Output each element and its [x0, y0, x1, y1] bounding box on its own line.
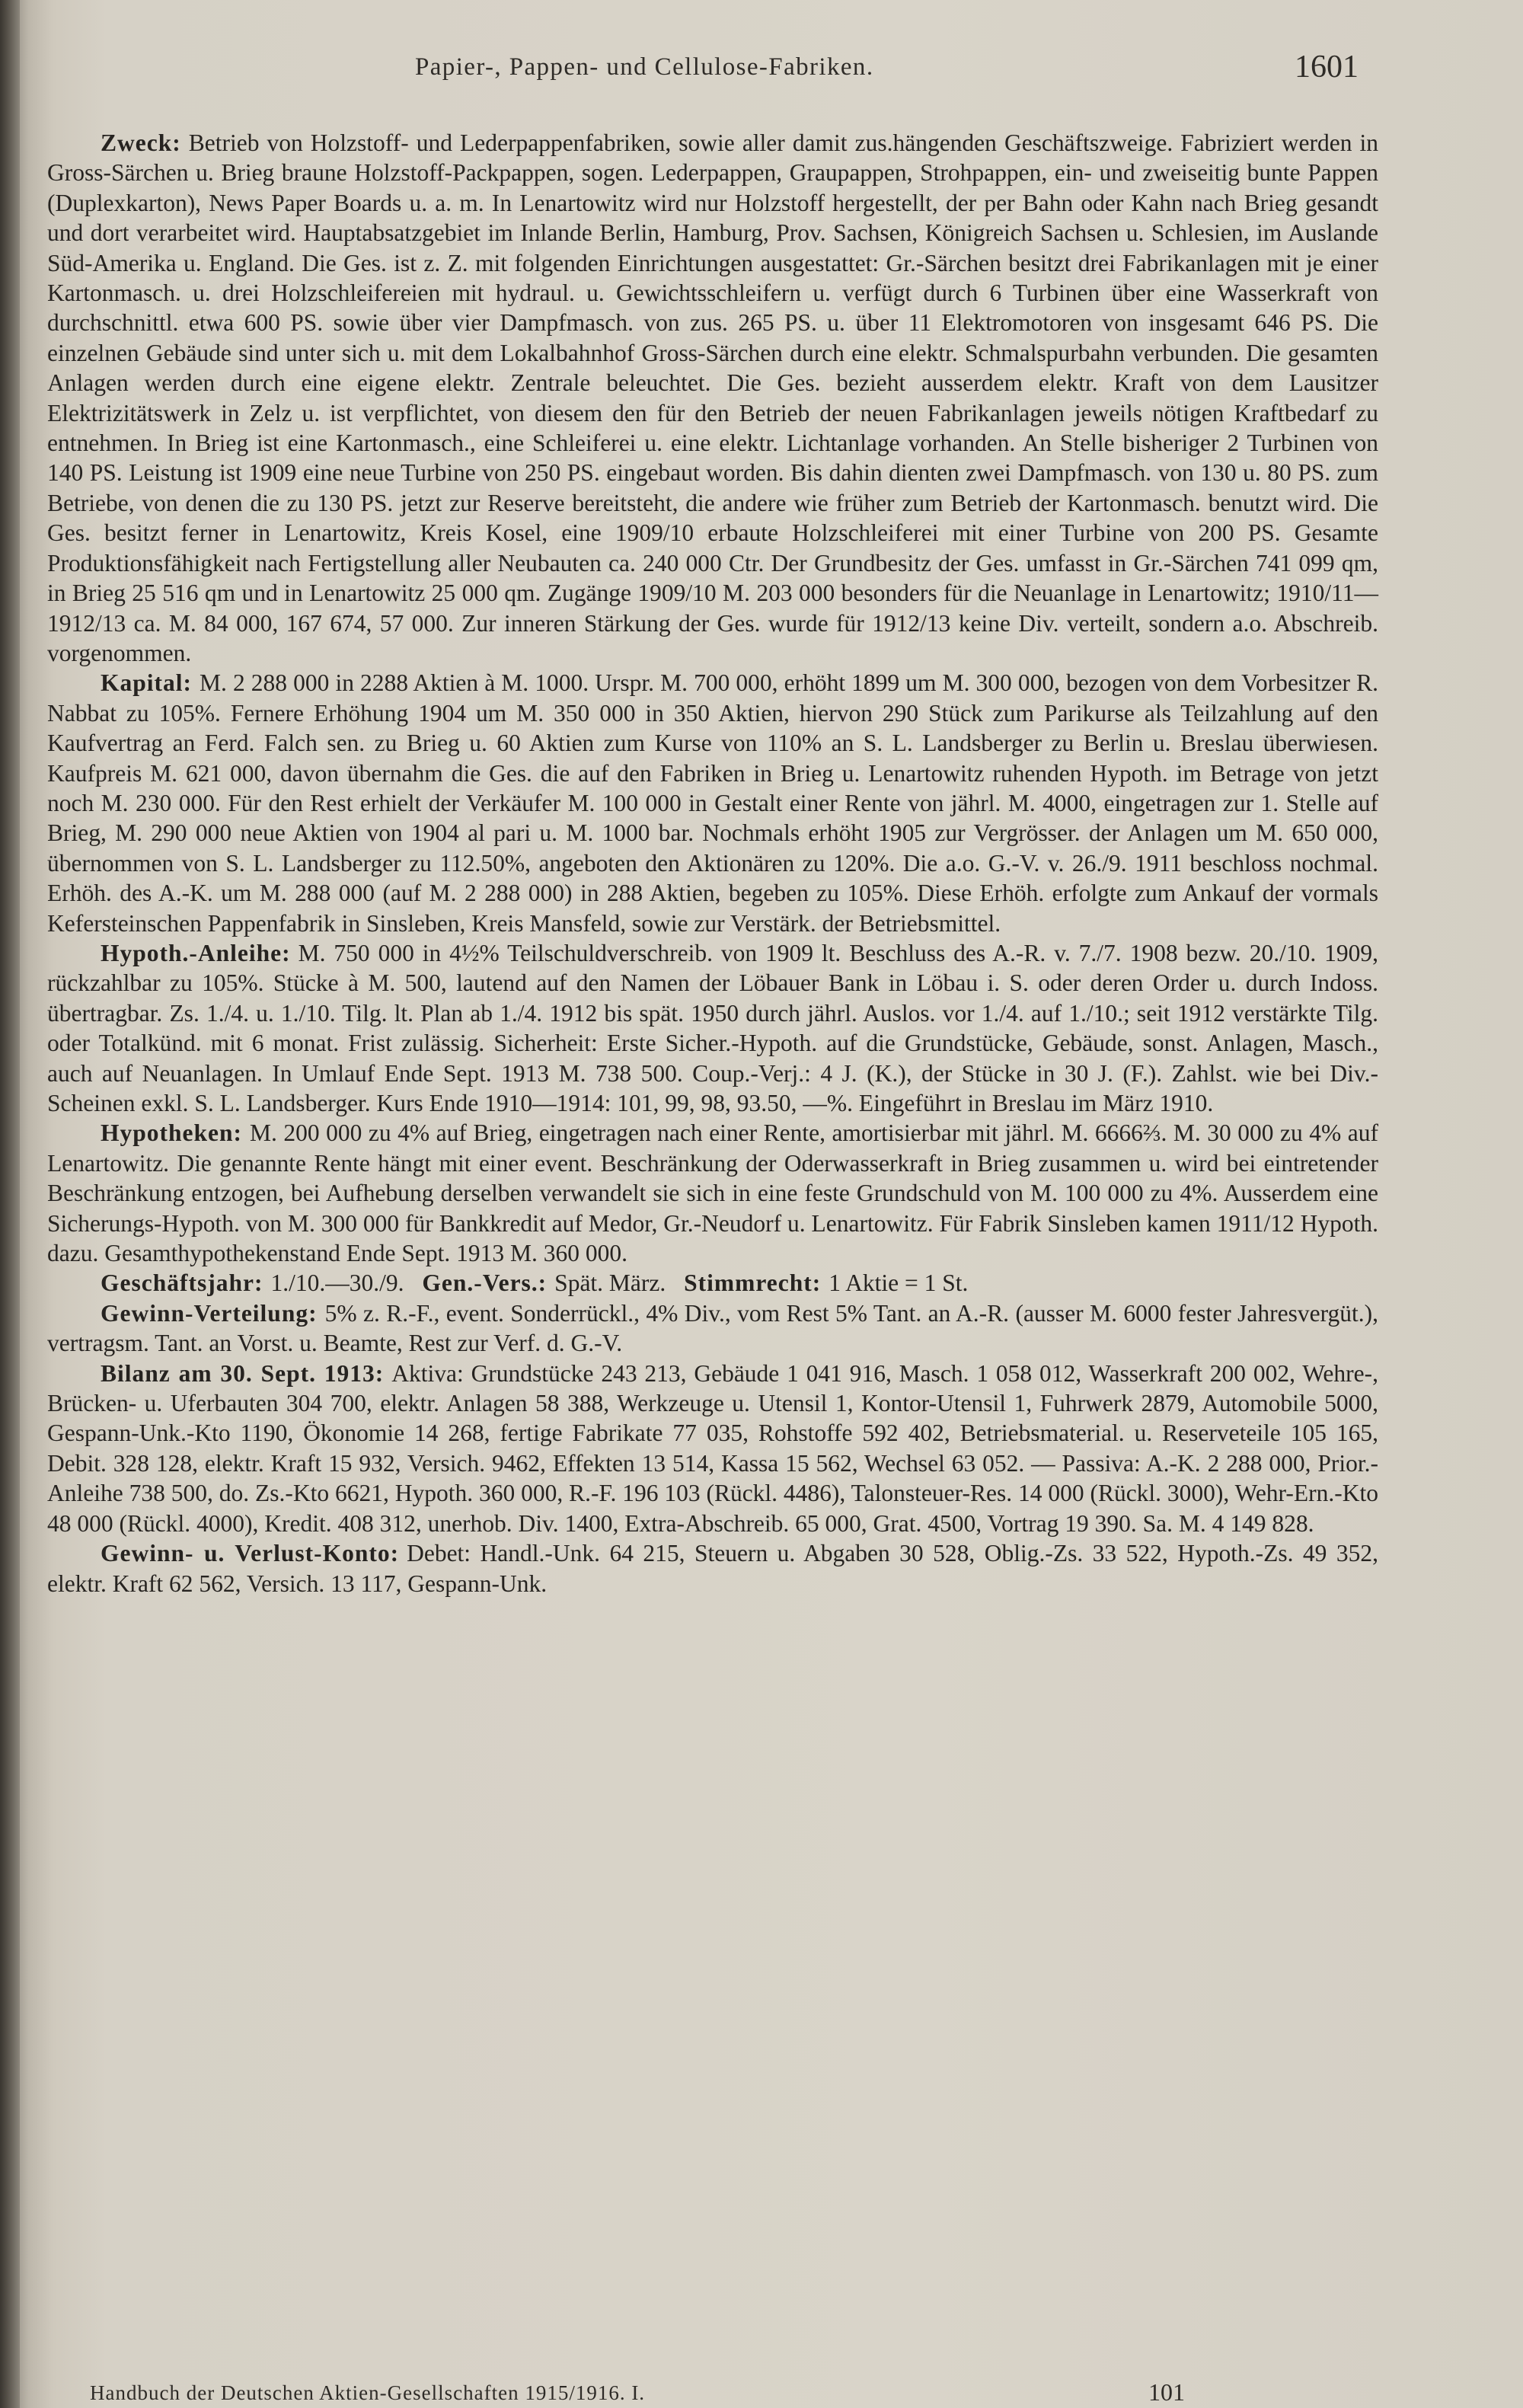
text-stimmrecht: 1 Aktie = 1 St. — [829, 1269, 969, 1297]
section-bilanz — [47, 1359, 1378, 1538]
text-gewinn-verteilung: 5% z. R.-F., event. Sonderrückl., 4% Div., vom Rest 5% Tant. an A.-R. (ausser M. 6000 fester Jahresvergüt.), vertragsm. Tant. an Vorst. u. Beamte, Rest zur Verf. d. G.-V. — [47, 1299, 1378, 1357]
text-zweck: Betrieb von Holzstoff- und Lederpappenfabriken, sowie aller damit zus.hängenden Geschäftszweige. Fabriziert werden in Gross-Särchen u. Brieg braune Holzstoff-Packpappen, sogen. Lederpappen, Graupappen, Strohpappen, ein- und zweiseitig bunte Pappen (Duplexkarton), News Paper Boards u. a. m. In Lenartowitz wird nur Holzstoff hergestellt, der per Bahn oder Kahn nach Brieg gesandt und dort verarbeitet wird. Hauptabsatzgebiet im Inlande Berlin, Hamburg, Prov. Sachsen, Königreich Sachsen u. Schlesien, im Auslande Süd-Amerika u. England. Die Ges. ist z. Z. mit folgenden Einrichtungen ausgestattet: Gr.-Särchen besitzt drei Fabrikanlagen mit je einer Kartonmasch. u. drei Holzschleifereien mit hydraul. u. Gewichtsschleifern u. verfügt durch 6 Turbinen über eine Wasserkraft von durchschnittl. etwa 600 PS. sowie über vier Dampfmasch. von zus. 265 PS. u. über 11 Elektromotoren von insgesamt 646 PS. Die einzelnen Gebäude sind unter sich u. mit dem Lokalbahnhof Gross-Särchen durch eine elektr. Schmalspurbahn verbunden. Die gesamten Anlagen werden durch eine eigene elektr. Zentrale beleuchtet. Die Ges. bezieht ausserdem elektr. Kraft von dem Lausitzer Elektrizitätswerk in Zelz u. ist verpflichtet, von diesem den für den Betrieb der neuen Fabrikanlagen jeweils nötigen Kraftbedarf zu entnehmen. In Brieg ist eine Kartonmasch., eine Schleiferei u. eine elektr. Lichtanlage vorhanden. An Stelle bisheriger 2 Turbinen von 140 PS. Leistung ist 1909 eine neue Turbine von 250 PS. eingebaut worden. Bis dahin dienten zwei Dampfmasch. von 130 u. 80 PS. zum Betriebe, von denen die zu 130 PS. jetzt zur Reserve bereitsteht, die andere wie früher zum Betrieb der Kartonmasch. benutzt wird. Die Ges. besitzt ferner in Lenartowitz, Kreis Kosel, eine 1909/10 erbaute Holzschleiferei mit einer Turbine von 200 PS. Gesamte Produktionsfähigkeit nach Fertigstellung aller Neubauten ca. 240 000 Ctr. Der Grundbesitz der Ges. umfasst in Gr.-Särchen 741 099 qm, in Brieg 25 516 qm und in Lenartowitz 25 000 qm. Zugänge 1909/10 M. 203 000 besonders für die Neuanlage in Lenartowitz; 1910/11—1912/13 ca. M. 84 000, 167 674, 57 000. Zur inneren Stärkung der Ges. wurde für 1912/13 keine Div. verteilt, sondern a.o. Abschreib. vorgenommen. — [47, 129, 1378, 666]
page-header — [0, 50, 1523, 91]
footer-title: Handbuch der Deutschen Aktien-Gesellschaften 1915/1916. I. — [90, 2381, 646, 2404]
text-kapital: M. 2 288 000 in 2288 Aktien à M. 1000. Urspr. M. 700 000, erhöht 1899 um M. 300 000, bezogen von dem Vorbesitzer R. Nabbat zu 105%. Fernere Erhöhung 1904 um M. 350 000 in 350 Aktien, hiervon 290 Stück zum Parikurse als Teilzahlung auf den Kaufvertrag an Ferd. Falch sen. zu Brieg u. 60 Aktien zum Kurse von 110% an S. L. Landsberger zu Berlin u. Breslau überwiesen. Kaufpreis M. 621 000, davon übernahm die Ges. die auf den Fabriken in Brieg u. Lenartowitz ruhenden Hypoth. im Betrage von jetzt noch M. 230 000. Für den Rest erhielt der Verkäufer M. 100 000 in Gestalt einer Rente von jährl. M. 4000, eingetragen zur 1. Stelle auf Brieg, M. 290 000 neue Aktien von 1904 al pari u. M. 1000 bar. Nochmals erhöht 1905 zur Vergrösser. der Anlagen um M. 650 000, übernommen von S. L. Landsberger zu 112.50%, angeboten den Aktionären zu 120%. Die a.o. G.-V. v. 26./9. 1911 beschloss nochmal. Erhöh. des A.-K. um M. 288 000 (auf M. 2 288 000) in 288 Aktien, begeben zu 105%. Diese Erhöh. erfolgte zum Ankauf der vormals Kefersteinschen Pappenfabrik in Sinsleben, Kreis Mansfeld, sowie zur Verstärk. der Betriebsmittel. — [47, 669, 1378, 937]
body-text — [47, 128, 1378, 1598]
label-stimmrecht: Stimmrecht: — [684, 1269, 822, 1297]
label-gen-vers: Gen.-Vers.: — [422, 1269, 548, 1297]
footer-signature: 101 — [1148, 2378, 1185, 2406]
book-binding-shadow — [0, 0, 20, 2408]
section-zweck — [47, 128, 1378, 668]
label-geschaeftsjahr: Geschäftsjahr: — [101, 1269, 263, 1297]
section-geschaeftsjahr — [47, 1268, 1378, 1298]
text-hypotheken: M. 200 000 zu 4% auf Brieg, eingetragen nach einer Rente, amortisierbar mit jährl. M. 6666⅔. M. 30 000 zu 4% auf Lenartowitz. Die genannte Rente hängt mit einer event. Beschränkung der Oderwasserkraft in Brieg zusammen u. wird bei eintretender Beschränkung entzogen, bei Aufhebung derselben verwandelt sie sich in eine feste Grundschuld von M. 100 000 zu 4%. Ausserdem eine Sicherungs-Hypoth. von M. 300 000 für Bankkredit auf Medor, Gr.-Neudorf u. Lenartowitz. Für Fabrik Sinsleben kamen 1911/12 Hypoth. dazu. Gesamthypothekenstand Ende Sept. 1913 M. 360 000. — [47, 1119, 1378, 1267]
page-footer — [90, 2378, 1308, 2406]
section-hypotheken — [47, 1118, 1378, 1268]
text-bilanz: Aktiva: Grundstücke 243 213, Gebäude 1 041 916, Masch. 1 058 012, Wasserkraft 200 002, Wehre-, Brücken- u. Uferbauten 304 700, elektr. Anlagen 58 388, Werkzeuge u. Utensil 1, Kontor-Utensil 1, Fuhrwerk 2879, Automobile 5000, Gespann-Unk.-Kto 1190, Ökonomie 14 268, fertige Fabrikate 77 035, Rohstoffe 592 402, Betriebsmaterial. u. Reserveteile 105 165, Debit. 328 128, elektr. Kraft 15 932, Versich. 9462, Effekten 13 514, Kassa 15 562, Wechsel 63 052. — Passiva: A.-K. 2 288 000, Prior.-Anleihe 738 500, do. Zs.-Kto 6621, Hypoth. 360 000, R.-F. 196 103 (Rückl. 4486), Talonsteuer-Res. 14 000 (Rückl. 3000), Wehr-Ern.-Kto 48 000 (Rückl. 4000), Kredit. 408 312, unerhob. Div. 1400, Extra-Abschreib. 65 000, Grat. 4500, Vortrag 19 390. Sa. M. 4 149 828. — [47, 1359, 1378, 1537]
page-number: 1601 — [1295, 50, 1359, 85]
section-gewinn-verlust — [47, 1538, 1378, 1598]
running-title: Papier-, Pappen- und Cellulose-Fabriken. — [415, 53, 874, 81]
label-zweck: Zweck: — [101, 129, 181, 156]
text-gen-vers: Spät. März. — [554, 1269, 666, 1297]
text-gewinn-verlust: Debet: Handl.-Unk. 64 215, Steuern u. Abgaben 30 528, Oblig.-Zs. 33 522, Hypoth.-Zs. 49 352, elektr. Kraft 62 562, Versich. 13 117, Gespann-Unk. — [47, 1540, 1378, 1597]
text-hypoth-anleihe: M. 750 000 in 4½% Teilschuldverschreib. von 1909 lt. Beschluss des A.-R. v. 7./7. 1908 bezw. 20./10. 1909, rückzahlbar zu 105%. Stücke à M. 500, lautend auf den Namen der Löbauer Bank in Löbau i. S. oder deren Order u. durch Indoss. übertragbar. Zs. 1./4. u. 1./10. Tilg. lt. Plan ab 1./4. 1912 bis spät. 1950 durch jährl. Auslos. vor 1./4. auf 1./10.; seit 1912 verstärkte Tilg. oder Totalkünd. mit 6 monat. Frist zulässig. Sicherheit: Erste Sicher.-Hypoth. auf die Grundstücke, Gebäude, sonst. Anlagen, Masch., auch auf Neuanlagen. In Umlauf Ende Sept. 1913 M. 738 500. Coup.-Verj.: 4 J. (K.), der Stücke in 30 J. (F.). Zahlst. wie bei Div.-Scheinen exkl. S. L. Landsberger. Kurs Ende 1910—1914: 101, 99, 98, 93.50, —%. Eingeführt in Breslau im März 1910. — [47, 939, 1378, 1116]
label-hypoth-anleihe: Hypoth.-Anleihe: — [101, 939, 291, 966]
label-gewinn-verteilung: Gewinn-Verteilung: — [101, 1299, 318, 1327]
section-gewinn-verteilung — [47, 1298, 1378, 1359]
label-kapital: Kapital: — [101, 669, 193, 697]
label-bilanz: Bilanz am 30. Sept. 1913: — [101, 1359, 385, 1387]
label-hypotheken: Hypotheken: — [101, 1119, 243, 1147]
section-hypoth-anleihe — [47, 938, 1378, 1118]
text-geschaeftsjahr: 1./10.—30./9. — [270, 1269, 404, 1297]
label-gewinn-verlust: Gewinn- u. Verlust-Konto: — [101, 1540, 400, 1567]
section-kapital — [47, 668, 1378, 938]
